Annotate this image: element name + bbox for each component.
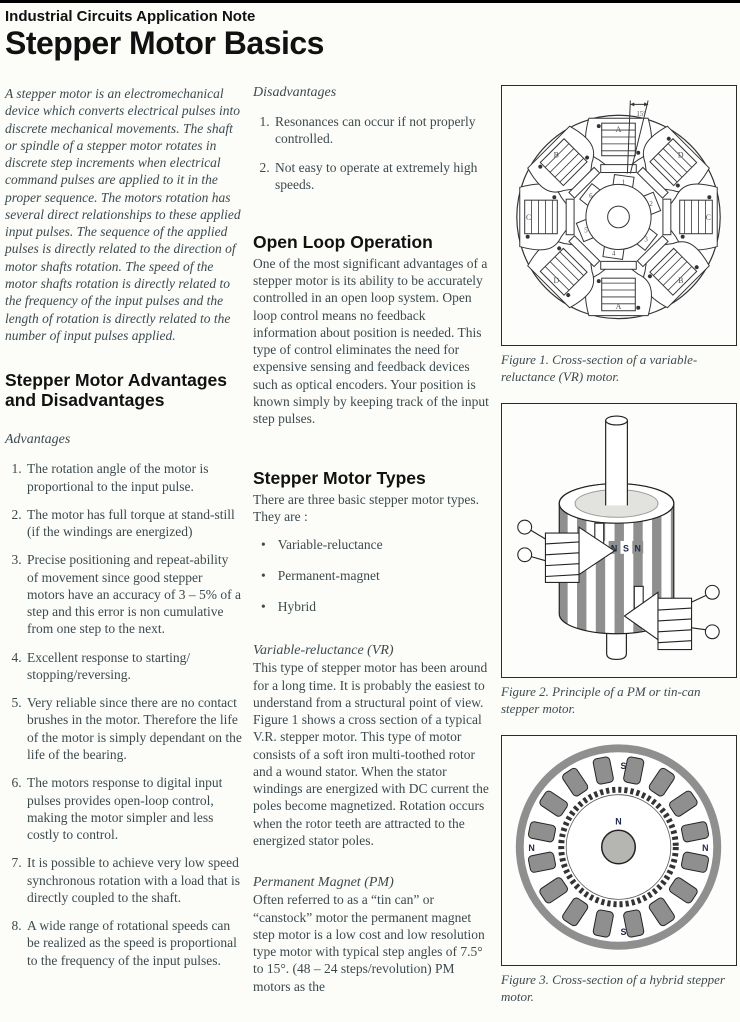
figure2-caption: Figure 2. Principle of a PM or tin-can stepper motor.: [501, 683, 701, 716]
figure3-frame: [501, 735, 737, 966]
pm-paragraph: Often referred to as a “tin can” or “canstock” motor the permanent magnet step motor is a low cost and low resolution type motor with typical step angles of 7.5° to 15°. (48 – 24 steps/revolution) PM motors as the: [253, 892, 485, 994]
figure3-caption: Figure 3. Cross-section of a hybrid stepper motor.: [501, 971, 725, 1004]
tooth-label: 4: [611, 250, 616, 258]
tooth-label: 6: [589, 193, 593, 201]
pole-label: B: [553, 150, 559, 160]
angle-label: 15°: [636, 111, 647, 119]
advantages-label: Advantages: [5, 432, 71, 448]
pole-label: C: [705, 213, 711, 223]
open-loop-paragraph: One of the most significant advantages of a stepper motor is its ability to be accurately controlled in an open loop system. Open loop control means no feedback information about position is needed. This type of control eliminates the need for expensive sensing and feedback devices such as optical encoders. Your position is known simply by keeping track of the input step pulses.: [253, 255, 489, 427]
list-item: 1. Resonances can occur if not properly controlled.: [273, 113, 490, 148]
vr-paragraph: This type of stepper motor has been around for a long time. It is probably the easiest to understand from a structural point of view. Figure 1 shows a cross section of a typical V.R. stepper motor. This type of motor consists of a soft iron multi-toothed rotor and a wound stator. When the stator windings are energized with DC current the poles become magnetized. Rotation occurs when the rotor teeth are attracted to the energized stator poles.: [253, 660, 489, 848]
pole-label: D: [553, 276, 560, 286]
open-loop-heading: Open Loop Operation: [253, 232, 433, 253]
list-item: • Variable-reluctance: [261, 536, 490, 553]
pole-label: D: [677, 150, 684, 160]
pole-label-left: N: [528, 842, 535, 853]
pole-label-top: S: [620, 760, 627, 771]
advantages-heading: Stepper Motor Advantages and Disadvantages: [5, 370, 228, 410]
vr-subheading: Variable-reluctance (VR): [253, 643, 394, 659]
magnet-label: N: [610, 543, 618, 554]
advantages-list: [5, 460, 242, 969]
column-left: [5, 85, 242, 1022]
list-item: 5. Very reliable since there are no contact brushes in the motor. Therefore the life of the motor is simply dependant on the life of the bearing.: [25, 694, 242, 763]
list-item: 2. The motor has full torque at stand-still (if the windings are energized): [25, 506, 242, 541]
pole-label: C: [526, 213, 532, 223]
content-columns: [0, 85, 740, 1022]
column-middle: [253, 85, 490, 1022]
hybrid-motor-cross-section-diagram: [502, 736, 735, 960]
list-item: 1. The rotation angle of the motor is proportional to the input pulse.: [25, 460, 242, 495]
intro-paragraph: A stepper motor is an electromechanical device which converts electrical pulses into discrete mechanical movements. The shaft or spindle of a stepper motor rotates in discrete step increments when electrical command pulses are applied to it in the proper sequence. The motors rotation has several direct relationships to these applied input pulses. The sequence of the applied pulses is directly related to the direction of motor shafts rotation. The speed of the motor shafts rotation is directly related to the frequency of the input pulses and the length of rotation is directly related to the number of input pulses applied.: [5, 86, 241, 343]
pm-subheading: Permanent Magnet (PM): [253, 875, 394, 891]
pole-label: B: [678, 276, 684, 286]
pole-label: A: [615, 301, 622, 311]
motor-types-heading: Stepper Motor Types: [253, 468, 426, 489]
list-item: 7. It is possible to achieve very low speed synchronous rotation with a load that is directly coupled to the shaft.: [25, 854, 242, 906]
magnet-label: S: [622, 543, 629, 554]
vr-motor-cross-section-diagram: [502, 86, 735, 340]
tooth-label: 2: [649, 201, 653, 209]
tooth-label: 5: [584, 227, 588, 235]
list-item: 2. Not easy to operate at extremely high speeds.: [273, 159, 490, 194]
figure1-caption: Figure 1. Cross-section of a variable-reluctance (VR) motor.: [501, 352, 698, 384]
figure2-frame: [501, 403, 737, 678]
pole-label-right: N: [702, 842, 709, 853]
toothed-rotor: [557, 785, 679, 907]
motor-types-list: [253, 536, 490, 616]
rotor-shaft: [602, 830, 636, 864]
list-item: 6. The motors response to digital input pulses provides open-loop control, making the motor simpler and less costly to control.: [25, 774, 242, 843]
disadvantages-list: [253, 113, 490, 193]
list-item: 8. A wide range of rotational speeds can be realized as the speed is proportional to the frequency of the input pulses.: [25, 917, 242, 969]
column-figures: [501, 85, 739, 1022]
rotor-label-center: N: [615, 815, 622, 826]
pm-motor-principle-diagram: [502, 404, 735, 672]
pole-label-bottom: S: [620, 926, 627, 937]
list-item: • Hybrid: [261, 598, 490, 615]
disadvantages-label: Disadvantages: [253, 85, 337, 101]
tooth-label: 3: [644, 236, 648, 244]
top-shaft: [606, 416, 628, 505]
list-item: • Permanent-magnet: [261, 567, 490, 584]
page-header: [0, 3, 740, 60]
document-kicker: Industrial Circuits Application Note: [5, 8, 256, 25]
pole-label: A: [615, 125, 622, 135]
magnet-label: N: [634, 543, 641, 554]
shaft-hole: [608, 206, 630, 228]
motor-types-paragraph: There are three basic stepper motor types. They are :: [253, 492, 480, 525]
figure1-frame: [501, 85, 737, 346]
list-item: 3. Precise positioning and repeat-ability of movement since good stepper motors have an accuracy of 3 – 5% of a step and this error is non cumulative from one step to the next.: [25, 551, 242, 637]
tooth-label: 1: [621, 179, 626, 187]
list-item: 4. Excellent response to starting/ stopping/reversing.: [25, 649, 242, 684]
page-title: Stepper Motor Basics: [5, 24, 324, 61]
